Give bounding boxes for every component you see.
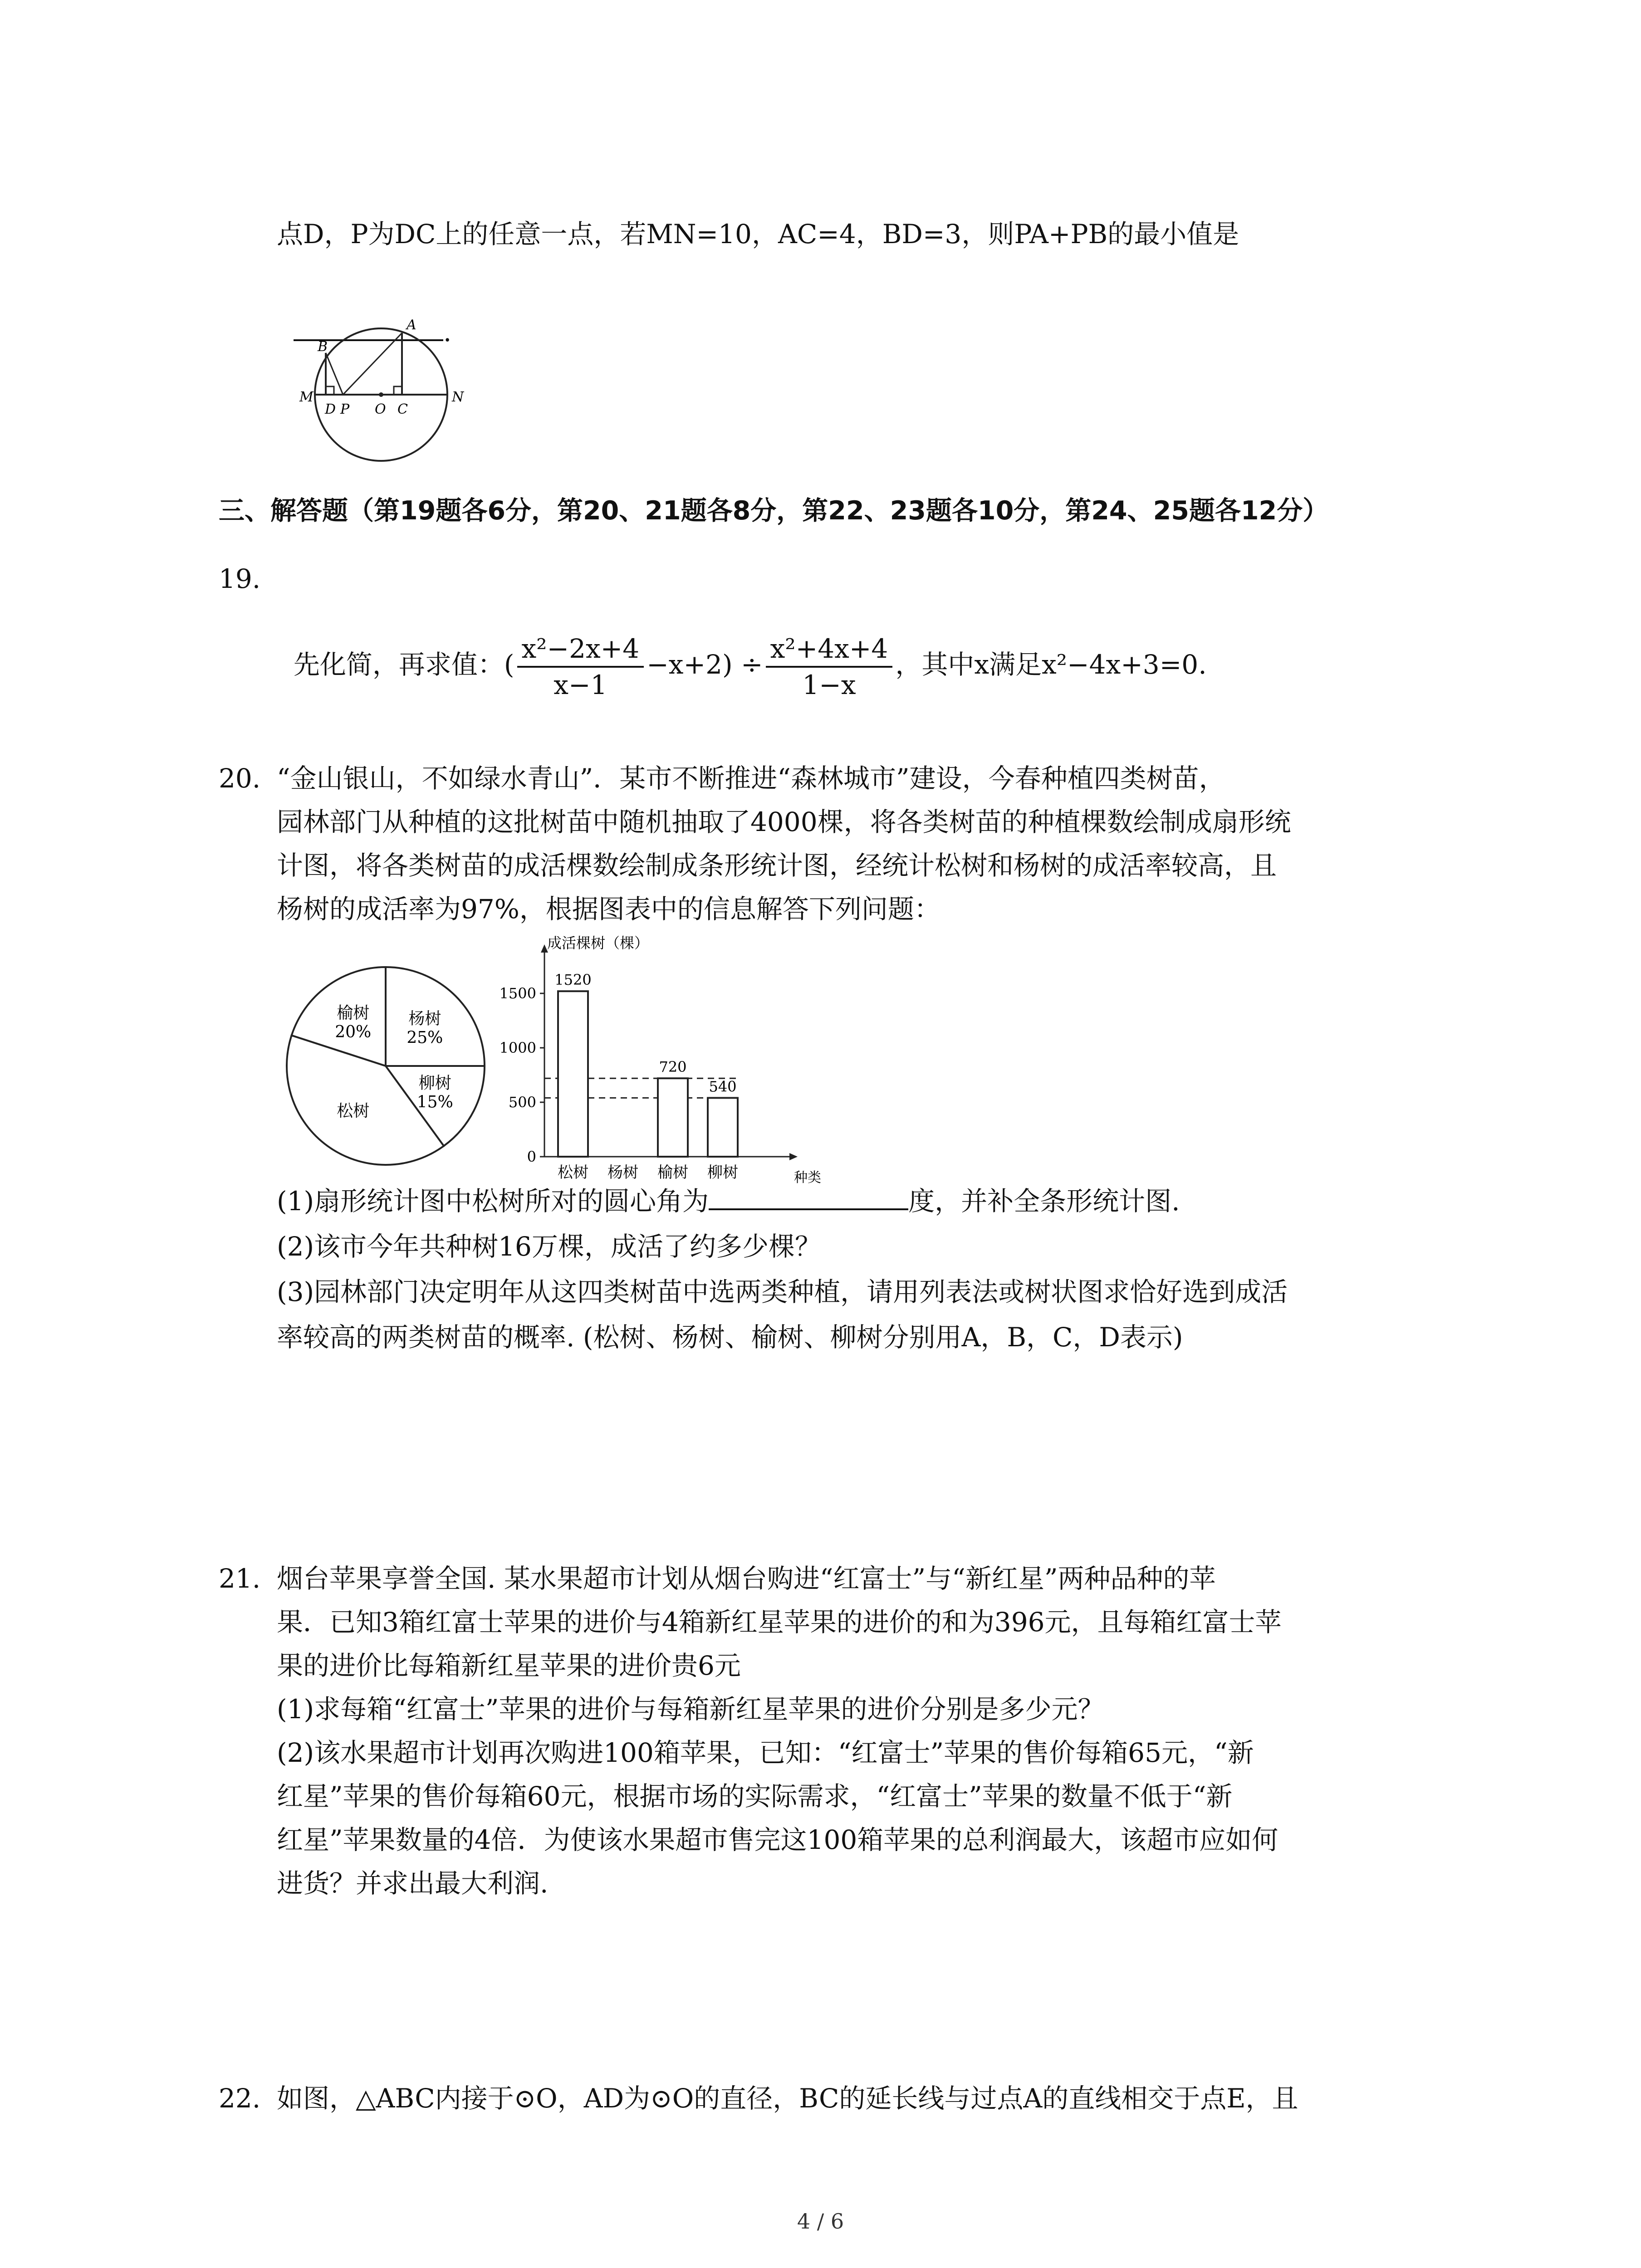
section-heading: 三、解答题（第19题各6分，第20、21题各8分，第22、23题各10分，第24、25题各12分） [219, 496, 1329, 526]
pie-slice-label: 柳树 [418, 1074, 451, 1093]
x-tick-label: 柳树 [707, 1163, 738, 1182]
q18-circle-figure [281, 313, 472, 467]
pie-chart [277, 957, 495, 1175]
q19-lead: 先化简，再求值：( [293, 649, 514, 680]
center-dot [379, 392, 383, 397]
y-tick-label: 1000 [499, 1039, 536, 1056]
sub1-text-tail: 度，并补全条形统计图. [908, 1186, 1180, 1217]
label-o: O [375, 401, 386, 417]
x-tick-label: 榆树 [657, 1163, 688, 1182]
right-angle-c [394, 386, 402, 395]
q22-line: 如图，△ABC内接于⊙O，AD为⊙O的直径，BC的延长线与过点A的直线相交于点E，且 [277, 2083, 1298, 2114]
x-tick-label: 杨树 [607, 1163, 638, 1182]
fraction-numerator: x²−2x+4 [517, 631, 644, 668]
q21-line: 红星”苹果数量的4倍．为使该水果超市售完这100箱苹果的总利润最大，该超市应如何 [277, 1824, 1279, 1855]
bar [658, 1078, 688, 1157]
bar-chart [495, 934, 830, 1188]
period: . [443, 317, 452, 347]
q20-line: 园林部门从种植的这批树苗中随机抽取了4000棵，将各类树苗的种植棵数绘制成扇形统 [277, 807, 1291, 837]
page-number: 4 / 6 [797, 2209, 844, 2234]
bar-value-label: 1520 [554, 971, 592, 989]
q21-line: 烟台苹果享誉全国. 某水果超市计划从烟台购进“红富士”与“新红星”两种品种的苹 [277, 1563, 1216, 1594]
sub1-text: (1)扇形统计图中松树所对的圆心角为 [277, 1186, 709, 1217]
x-axis-label: 种类 [794, 1170, 821, 1186]
q20-sub3: (3)园林部门决定明年从这四类树苗中选两类种植，请用列表法或树状图求恰好选到成活 [277, 1276, 1288, 1307]
q20-line: “金山银山，不如绿水青山”．某市不断推进“森林城市”建设，今春种植四类树苗， [277, 763, 1225, 794]
fraction-denominator: x−1 [554, 669, 607, 700]
q21-line: 果．已知3箱红富士苹果的进价与4箱新红星苹果的进价的和为396元，且每箱红富士苹 [277, 1607, 1282, 1637]
q20-sub1 [277, 1179, 1180, 1223]
q20-number: 20. [219, 763, 261, 794]
right-angle-d [326, 386, 334, 395]
pie-slice-percent: 15% [416, 1093, 453, 1112]
bar [708, 1098, 738, 1157]
y-tick-label: 0 [527, 1148, 536, 1165]
pie-slice-label: 松树 [337, 1101, 370, 1120]
label-c: C [397, 401, 408, 417]
q18-text-line: 点D，P为DC上的任意一点，若MN=10，AC=4，BD=3，则PA+PB的最小值是 [277, 219, 1239, 249]
y-tick-label: 1500 [499, 985, 536, 1002]
label-n: N [452, 389, 464, 405]
y-axis-label: 成活棵树（棵） [547, 934, 649, 952]
bar-value-label: 720 [659, 1058, 687, 1076]
q19-number: 19. [219, 563, 261, 594]
q19-mid: −x+2) ÷ [647, 649, 763, 680]
q20-sub2: (2)该市今年共种树16万棵，成活了约多少棵？ [277, 1231, 821, 1262]
pie-slice-label: 杨树 [408, 1009, 441, 1028]
segment-pa [343, 333, 402, 395]
q21-line: (2)该水果超市计划再次购进100箱苹果，已知：“红富士”苹果的售价每箱65元，“新 [277, 1737, 1254, 1768]
q19-expression [277, 535, 1207, 708]
bar [558, 991, 588, 1157]
q21-number: 21. [219, 1563, 261, 1594]
x-axis-arrow [789, 1153, 798, 1160]
fraction-denominator: 1−x [802, 669, 856, 700]
q21-line: 红星”苹果的售价每箱60元，根据市场的实际需求，“红富士”苹果的数量不低于“新 [277, 1781, 1233, 1812]
q19-fraction-2 [766, 631, 893, 702]
pie-slice-label: 榆树 [337, 1004, 370, 1023]
fraction-numerator: x²+4x+4 [766, 631, 893, 668]
q21-line: (1)求每箱“红富士”苹果的进价与每箱新红星苹果的进价分别是多少元？ [277, 1694, 1104, 1725]
label-a: A [407, 317, 416, 333]
label-d: D [325, 401, 336, 417]
central-angle-blank[interactable] [709, 1181, 908, 1210]
q20-line: 杨树的成活率为97%，根据图表中的信息解答下列问题： [277, 894, 941, 924]
x-tick-label: 松树 [558, 1163, 588, 1182]
label-b: B [318, 339, 328, 355]
q20-line: 计图，将各类树苗的成活棵数绘制成条形统计图，经统计松树和杨树的成活率较高，且 [277, 850, 1277, 881]
pie-slice-percent: 25% [407, 1028, 443, 1047]
bar-value-label: 540 [709, 1078, 737, 1095]
q21-line: 进货？并求出最大利润. [277, 1868, 549, 1899]
pie-slice-percent: 20% [335, 1023, 372, 1042]
q21-line: 果的进价比每箱新红星苹果的进价贵6元 [277, 1650, 741, 1681]
q19-fraction-1 [517, 631, 644, 702]
q22-number: 22. [219, 2083, 261, 2114]
y-tick-label: 500 [508, 1094, 536, 1111]
q19-tail: ，其中x满足x²−4x+3=0. [895, 649, 1207, 680]
label-m: M [299, 389, 314, 405]
label-p: P [340, 401, 350, 417]
q20-sub3-cont: 率较高的两类树苗的概率. (松树、杨树、榆树、柳树分别用A，B，C，D表示) [277, 1322, 1183, 1353]
